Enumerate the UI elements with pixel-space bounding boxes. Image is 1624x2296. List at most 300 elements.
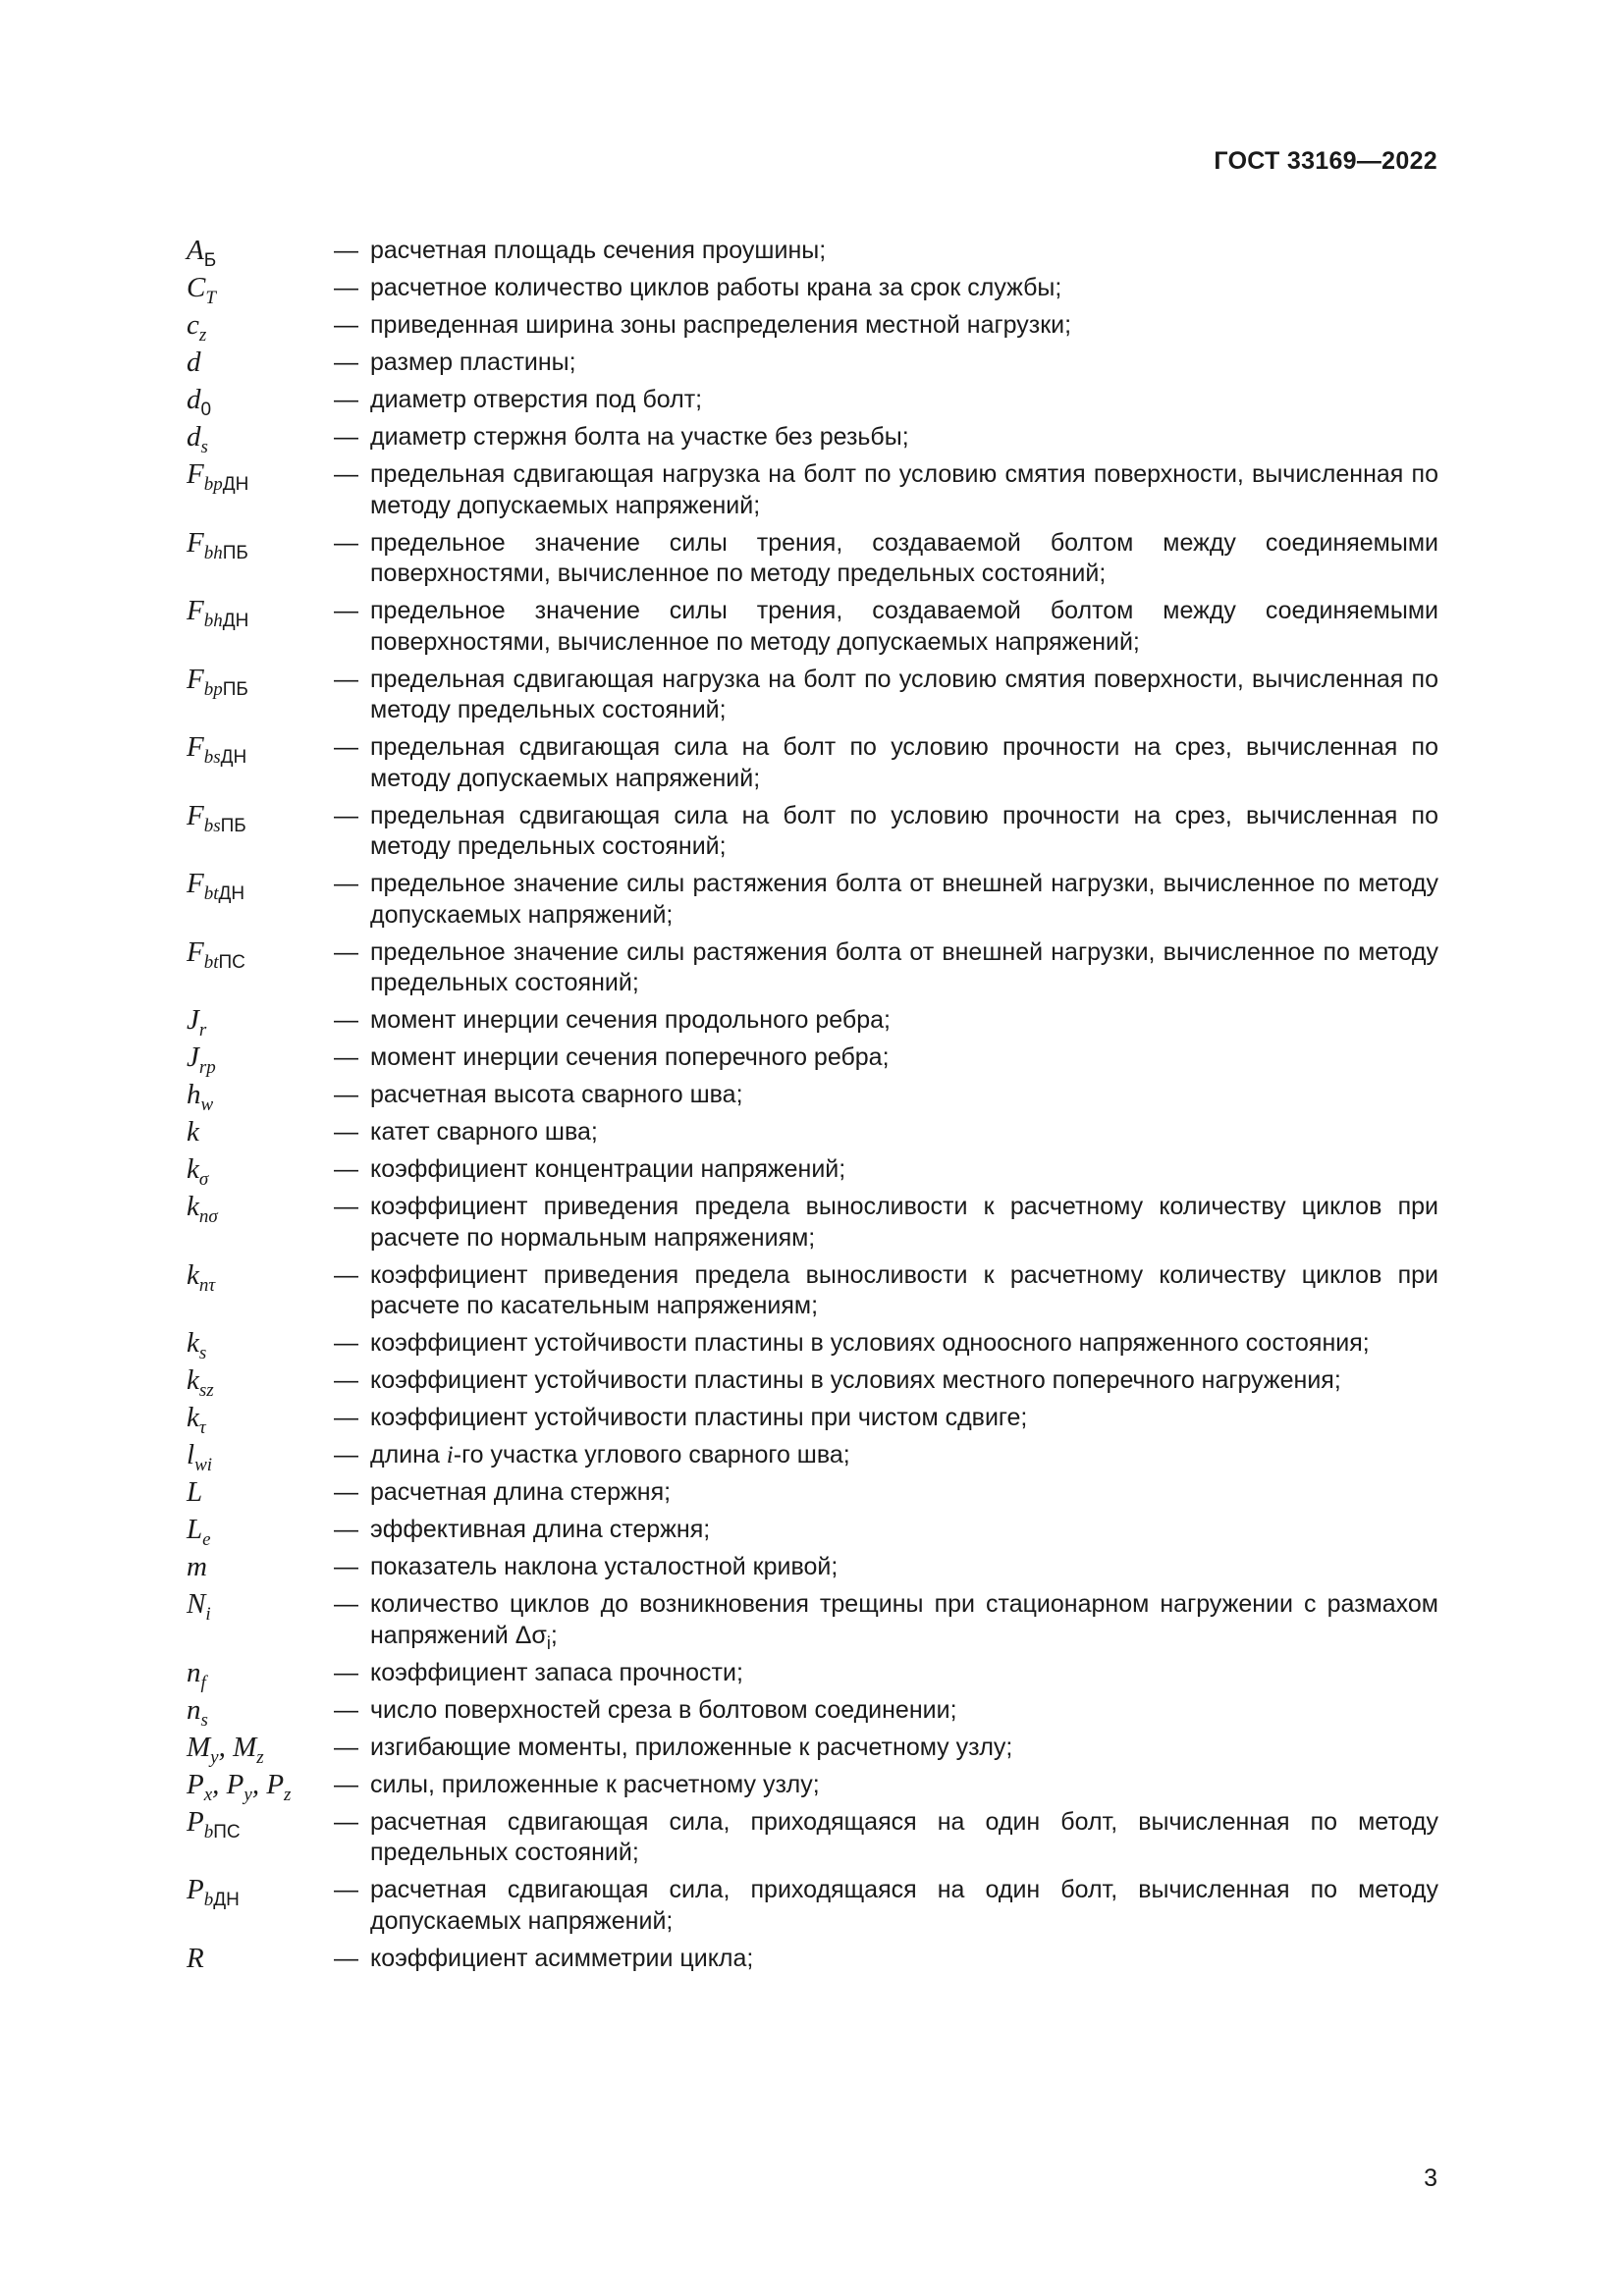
definition-row <box>187 1079 1438 1115</box>
subscript-italic: x <box>203 1784 213 1805</box>
definition-row <box>187 1768 1438 1805</box>
symbol-subscript <box>202 1529 210 1550</box>
subscript-italic: b <box>203 1890 214 1910</box>
subscript-italic: z <box>256 1746 264 1768</box>
subscript-italic: w <box>200 1095 214 1115</box>
text-part: катет сварного шва; <box>370 1118 598 1146</box>
symbol-letter: k <box>187 1327 199 1359</box>
text-part: момент инерции сечения поперечного ребра; <box>370 1043 890 1071</box>
definition-row <box>187 732 1438 794</box>
subscript-upright: ДН <box>218 883 245 904</box>
definition-symbol <box>187 1514 334 1550</box>
symbol-subscript <box>204 679 248 700</box>
definition-row <box>187 1192 1438 1254</box>
symbol-letter: P <box>266 1768 285 1800</box>
symbol-letter: N <box>187 1588 206 1620</box>
definition-symbol <box>187 235 334 271</box>
definition-row <box>187 1364 1438 1401</box>
text-part: предельное значение силы растяжения болта от внешней нагрузки, вычисленное по методу допускаемых напряжений; <box>370 870 1438 929</box>
definition-text <box>370 1403 1438 1434</box>
definition-symbol <box>187 1041 334 1078</box>
definition-row <box>187 1117 1438 1148</box>
definition-text <box>370 1328 1438 1360</box>
definition-symbol <box>187 663 334 700</box>
symbol-letter: L <box>187 1476 203 1508</box>
text-part: коэффициент устойчивости пластины в условиях местного поперечного нагружения; <box>370 1366 1341 1394</box>
symbol-subscript <box>204 1822 241 1842</box>
subscript-italic: rp <box>198 1057 216 1078</box>
definition-text <box>370 273 1438 304</box>
symbol-letter: J <box>187 1004 199 1036</box>
definition-row <box>187 1589 1438 1651</box>
subscript-italic: sz <box>198 1380 214 1401</box>
definition-symbol <box>187 1004 334 1041</box>
definition-text <box>370 1807 1438 1869</box>
text-part: силы, приложенные к расчетному узлу; <box>370 1770 820 1798</box>
symbol-letter: d <box>187 421 201 453</box>
definition-symbol <box>187 1552 334 1583</box>
definition-dash: — <box>334 1770 358 1798</box>
subscript-italic: y <box>210 1746 219 1768</box>
symbol-letter: k <box>187 1153 199 1185</box>
definition-text <box>370 1875 1438 1937</box>
definition-dash: — <box>334 1944 358 1972</box>
definition-symbol <box>187 1402 334 1438</box>
definition-dash: — <box>334 1043 358 1071</box>
definition-row <box>187 1807 1438 1869</box>
symbol-subscript <box>199 1057 216 1078</box>
definition-dash: — <box>334 801 358 829</box>
symbol-subscript <box>199 1275 215 1296</box>
definition-dash: — <box>334 1366 358 1394</box>
text-part: предельное значение силы растяжения болта от внешней нагрузки, вычисленное по методу предельных состояний; <box>370 937 1438 996</box>
subscript-italic: σ <box>198 1169 209 1190</box>
symbol-subscript <box>205 1604 210 1625</box>
definition-text <box>370 1154 1438 1186</box>
subscript-italic: bh <box>203 542 223 563</box>
text-part: диаметр стержня болта на участке без резьбы; <box>370 423 909 451</box>
definitions-list <box>187 236 1438 1981</box>
text-part: расчетная площадь сечения проушины; <box>370 237 827 264</box>
definition-row <box>187 1514 1438 1550</box>
definition-dash: — <box>334 274 358 301</box>
definition-dash: — <box>334 386 358 413</box>
symbol-subscript <box>244 1785 251 1805</box>
symbol-subscript <box>284 1785 291 1805</box>
definition-symbol <box>187 384 334 420</box>
definition-row <box>187 1552 1438 1583</box>
text-part: момент инерции сечения продольного ребра; <box>370 1006 891 1034</box>
definition-row <box>187 1944 1438 1975</box>
text-part: предельная сдвигающая нагрузка на болт по условию смятия поверхности, вычисленная по методу допускаемых напряжений; <box>370 460 1438 519</box>
definition-dash: — <box>334 1553 358 1580</box>
definition-text <box>370 732 1438 794</box>
text-part: коэффициент устойчивости пластины при чистом сдвиге; <box>370 1404 1028 1431</box>
definition-symbol <box>187 868 334 904</box>
definition-dash: — <box>334 460 358 488</box>
text-part: -го участка углового сварного шва; <box>453 1441 850 1468</box>
definition-dash: — <box>334 1118 358 1146</box>
symbol-letter: F <box>187 868 204 899</box>
symbol-subscript <box>204 816 246 836</box>
definition-text <box>370 665 1438 726</box>
symbol-letter: P <box>226 1768 244 1800</box>
subscript-upright: ПС <box>218 951 245 973</box>
definition-symbol: $M_y$, $M_z$ <box>187 1731 264 1768</box>
definition-text <box>370 1515 1438 1546</box>
definition-row <box>187 869 1438 931</box>
subscript-italic: bh <box>203 611 223 631</box>
definition-text <box>370 1117 1438 1148</box>
definition-symbol <box>187 1656 334 1693</box>
symbol-subscript <box>205 288 216 308</box>
symbol-letter: F <box>187 799 204 831</box>
definition-dash: — <box>334 1006 358 1034</box>
definition-symbol <box>187 1079 334 1115</box>
definition-symbol <box>187 1805 334 1842</box>
definition-row <box>187 1875 1438 1937</box>
subscript-italic: s <box>200 1709 208 1731</box>
text-part: расчетная сдвигающая сила, приходящаяся на один болт, вычисленная по методу допускаемых напряжений; <box>370 1876 1438 1935</box>
definition-symbol <box>187 595 334 631</box>
symbol-subscript <box>256 1747 263 1768</box>
symbol-letter: F <box>187 935 204 968</box>
text-part: коэффициент асимметрии цикла; <box>370 1944 754 1972</box>
definition-symbol <box>187 272 334 308</box>
symbol-letter: M <box>187 1731 211 1763</box>
definition-symbol <box>187 1364 334 1401</box>
symbol-letter: P <box>187 1768 204 1800</box>
definition-text <box>370 1192 1438 1254</box>
definition-text <box>370 1552 1438 1583</box>
definition-dash: — <box>334 733 358 761</box>
symbol-letter: k <box>187 1364 199 1396</box>
definition-row <box>187 801 1438 863</box>
definition-dash: — <box>334 870 358 897</box>
symbol-subscript <box>204 474 249 495</box>
symbol-subscript <box>199 1380 214 1401</box>
definition-row <box>187 596 1438 658</box>
definition-symbol <box>187 309 334 346</box>
definition-row <box>187 1260 1438 1322</box>
definition-text <box>370 459 1438 521</box>
subscript-upright: ПБ <box>222 678 248 700</box>
symbol-subscript <box>204 747 247 768</box>
definition-row <box>187 1439 1438 1475</box>
subscript-italic: bt <box>203 883 219 904</box>
symbol-subscript <box>204 1785 212 1805</box>
symbol-subscript <box>201 437 208 457</box>
symbol-letter: L <box>187 1514 203 1545</box>
definition-text <box>370 1042 1438 1074</box>
definition-row <box>187 347 1438 379</box>
symbol-subscript <box>204 543 248 563</box>
symbol-subscript <box>204 1890 240 1910</box>
subscript-upright: ДН <box>213 1890 240 1910</box>
definition-text <box>370 1477 1438 1509</box>
symbol-subscript <box>201 1673 206 1693</box>
symbol-letter: F <box>187 731 204 763</box>
symbol-subscript <box>199 1020 206 1041</box>
text-part: предельное значение силы трения, создаваемой болтом между соединяемыми поверхностями, вычисленное по методу допускаемых напряжений; <box>370 597 1438 656</box>
definition-text <box>370 937 1438 999</box>
symbol-subscript <box>199 325 206 346</box>
symbol-letter: F <box>187 595 204 626</box>
text-part: расчетная сдвигающая сила, приходящаяся на один болт, вычисленная по методу предельных состояний; <box>370 1807 1438 1866</box>
symbol-subscript <box>199 1417 206 1438</box>
text-part: предельное значение силы трения, создаваемой болтом между соединяемыми поверхностями, вычисленное по методу предельных состояний; <box>370 528 1438 587</box>
subscript-italic: y <box>244 1784 252 1805</box>
subscript-italic: f <box>200 1672 206 1693</box>
definition-dash: — <box>334 1081 358 1108</box>
text-part: коэффициент концентрации напряжений; <box>370 1155 846 1183</box>
text-part: приведенная ширина зоны распределения местной нагрузки; <box>370 311 1072 339</box>
text-part: коэффициент приведения предела выносливости к расчетному количеству циклов при расчете по нормальным напряжениям; <box>370 1193 1438 1252</box>
subscript-upright: 0 <box>200 400 212 420</box>
document-header: ГОСТ 33169—2022 <box>1214 147 1437 175</box>
symbol-letter: M <box>233 1731 257 1763</box>
definition-symbol <box>187 1693 334 1731</box>
symbol-letter: d <box>187 384 201 415</box>
definition-text <box>370 1440 1438 1471</box>
text-subscript: i <box>546 1632 551 1653</box>
definition-symbol <box>187 1874 334 1910</box>
subscript-upright: ПБ <box>222 542 248 563</box>
text-part: размер пластины; <box>370 348 576 376</box>
text-part: предельная сдвигающая сила на болт по условию прочности на срез, вычисленная по методу предельных состояний; <box>370 801 1438 860</box>
symbol-subscript <box>199 1169 208 1190</box>
symbol-letter: k <box>187 1191 199 1222</box>
definition-dash: — <box>334 1733 358 1761</box>
symbol-letter: F <box>187 458 204 490</box>
definition-text <box>370 236 1438 267</box>
symbol-letter: k <box>187 1258 199 1291</box>
definition-text <box>370 1770 1438 1801</box>
symbol-subscript <box>204 250 216 271</box>
definition-text <box>370 1944 1438 1975</box>
definition-row <box>187 272 1438 308</box>
definition-symbol <box>187 458 334 495</box>
symbol-letter: k <box>187 1402 199 1433</box>
symbol-letter: F <box>187 526 204 559</box>
definition-dash: — <box>334 348 358 376</box>
definition-dash: — <box>334 237 358 264</box>
definition-dash: — <box>334 1695 358 1724</box>
definition-symbol <box>187 347 334 379</box>
definition-symbol <box>187 935 334 973</box>
definition-row <box>187 384 1438 420</box>
definition-dash: — <box>334 1329 358 1357</box>
text-part: длина <box>370 1441 447 1468</box>
subscript-italic: s <box>200 437 208 457</box>
subscript-upright: ДН <box>220 747 247 768</box>
definition-text <box>370 801 1438 863</box>
definition-text <box>370 1365 1438 1397</box>
subscript-italic: s <box>198 1343 207 1363</box>
definition-symbol <box>187 421 334 457</box>
text-part: эффективная длина стержня; <box>370 1516 711 1543</box>
symbol-subscript <box>204 952 245 973</box>
symbol-subscript <box>210 1747 218 1768</box>
text-part: изгибающие моменты, приложенные к расчетному узлу; <box>370 1733 1013 1761</box>
definition-text <box>370 869 1438 931</box>
definition-dash: — <box>334 528 358 557</box>
text-part: расчетная длина стержня; <box>370 1478 672 1506</box>
symbol-letter: F <box>187 663 204 695</box>
definition-dash: — <box>334 1516 358 1543</box>
subscript-upright: ПБ <box>220 815 246 836</box>
text-italic: i <box>446 1442 454 1468</box>
symbol-subscript <box>204 611 249 631</box>
symbol-letter: d <box>187 347 201 378</box>
subscript-upright: ДН <box>222 611 249 631</box>
definition-text <box>370 385 1438 416</box>
definition-symbol <box>187 1588 334 1625</box>
subscript-italic: bs <box>203 747 221 768</box>
definition-text <box>370 1695 1438 1727</box>
text-part: коэффициент приведения предела выносливости к расчетному количеству циклов при расчете по касательным напряжениям; <box>370 1260 1438 1319</box>
subscript-italic: r <box>198 1020 207 1041</box>
definition-dash: — <box>334 1441 358 1468</box>
symbol-subscript <box>194 1455 212 1475</box>
definition-dash: — <box>334 1478 358 1506</box>
text-part: расчетная высота сварного шва; <box>370 1081 743 1108</box>
text-part: число поверхностей среза в болтовом соединении; <box>370 1695 957 1724</box>
symbol-letter: P <box>187 1874 204 1905</box>
definition-text <box>370 347 1438 379</box>
definition-dash: — <box>334 1876 358 1903</box>
subscript-italic: e <box>202 1529 211 1550</box>
symbol-letter: n <box>187 1656 201 1688</box>
text-part: предельная сдвигающая нагрузка на болт по условию смятия поверхности, вычисленная по методу предельных состояний; <box>370 665 1438 723</box>
definition-text <box>370 310 1438 342</box>
subscript-italic: bs <box>203 815 221 836</box>
definition-symbol <box>187 1117 334 1148</box>
definition-text <box>370 1658 1438 1689</box>
definition-dash: — <box>334 423 358 451</box>
definition-row <box>187 459 1438 521</box>
definition-dash: — <box>334 1260 358 1289</box>
definition-symbol <box>187 1477 334 1509</box>
text-part: показатель наклона усталостной кривой; <box>370 1553 839 1580</box>
symbol-letter: l <box>187 1439 195 1470</box>
definition-text <box>370 1005 1438 1037</box>
definition-symbol <box>187 799 334 836</box>
definition-row <box>187 1477 1438 1509</box>
text-part: диаметр отверстия под болт; <box>370 386 703 413</box>
symbol-letter: c <box>187 309 199 341</box>
subscript-italic: i <box>205 1604 211 1625</box>
subscript-italic: bp <box>203 678 223 700</box>
text-part: коэффициент запаса прочности; <box>370 1658 743 1686</box>
definition-text <box>370 1733 1438 1764</box>
definition-text <box>370 1080 1438 1111</box>
definition-row <box>187 309 1438 346</box>
definition-row <box>187 1402 1438 1438</box>
definition-dash: — <box>334 937 358 966</box>
definition-symbol: $P_x$, $P_y$, $P_z$ <box>187 1768 292 1805</box>
symbol-letter: A <box>187 235 204 266</box>
definition-symbol <box>187 1153 334 1190</box>
text-part: количество циклов до возникновения трещины при стационарном нагружении с размахом напряжений Δσ <box>370 1590 1438 1649</box>
symbol-letter: C <box>187 272 206 303</box>
definition-text <box>370 1260 1438 1322</box>
definition-dash: — <box>334 1193 358 1220</box>
subscript-upright: ПС <box>213 1821 241 1842</box>
symbol-letter: m <box>187 1551 207 1582</box>
definition-text <box>370 1589 1438 1651</box>
definition-row <box>187 1004 1438 1041</box>
definition-row <box>187 1153 1438 1190</box>
subscript-upright: ДН <box>222 474 249 495</box>
definition-row <box>187 235 1438 271</box>
definition-row <box>187 665 1438 726</box>
definition-row <box>187 421 1438 457</box>
subscript-italic: z <box>284 1784 292 1805</box>
definition-dash: — <box>334 1658 358 1686</box>
symbol-subscript <box>204 883 244 904</box>
symbol-letter: h <box>187 1079 201 1110</box>
symbol-letter: P <box>187 1805 204 1838</box>
definition-row <box>187 528 1438 590</box>
subscript-italic: bt <box>203 951 219 973</box>
symbol-subscript <box>201 1710 208 1731</box>
text-part: расчетное количество циклов работы крана за срок службы; <box>370 274 1062 301</box>
page-number: 3 <box>1424 2164 1437 2192</box>
definition-dash: — <box>334 665 358 693</box>
symbol-letter: R <box>187 1942 204 1974</box>
symbol-letter: k <box>187 1116 199 1148</box>
subscript-italic: T <box>205 288 216 308</box>
definition-text <box>370 528 1438 590</box>
definition-row <box>187 1731 1438 1768</box>
symbol-letter: n <box>187 1693 201 1726</box>
subscript-italic: z <box>198 325 207 346</box>
text-part: коэффициент устойчивости пластины в условиях одноосного напряженного состояния; <box>370 1329 1370 1357</box>
definition-dash: — <box>334 1590 358 1618</box>
subscript-italic: bp <box>203 474 223 495</box>
text-part: ; <box>550 1621 558 1649</box>
definition-text <box>370 422 1438 454</box>
definition-row <box>187 1693 1438 1731</box>
definition-symbol <box>187 1258 334 1296</box>
subscript-italic: nσ <box>198 1206 218 1227</box>
subscript-italic: wi <box>194 1455 213 1475</box>
definition-dash: — <box>334 1807 358 1836</box>
definition-symbol <box>187 1191 334 1227</box>
definition-dash: — <box>334 1155 358 1183</box>
symbol-subscript <box>201 400 212 420</box>
symbol-subscript <box>199 1206 218 1227</box>
definition-symbol <box>187 1439 334 1475</box>
definition-row <box>187 1041 1438 1078</box>
definition-symbol <box>187 731 334 768</box>
subscript-italic: b <box>203 1821 214 1842</box>
text-part: предельная сдвигающая сила на болт по условию прочности на срез, вычисленная по методу допускаемых напряжений; <box>370 733 1438 792</box>
definition-row <box>187 937 1438 999</box>
definition-row <box>187 1656 1438 1693</box>
subscript-upright: Б <box>203 250 217 271</box>
symbol-subscript <box>199 1343 206 1363</box>
subscript-italic: nτ <box>198 1274 216 1296</box>
symbol-subscript <box>201 1095 214 1115</box>
definition-symbol <box>187 1327 334 1363</box>
definition-row <box>187 1327 1438 1363</box>
definition-dash: — <box>334 1404 358 1431</box>
definition-text <box>370 596 1438 658</box>
definition-symbol <box>187 1944 334 1975</box>
subscript-italic: τ <box>198 1417 206 1438</box>
